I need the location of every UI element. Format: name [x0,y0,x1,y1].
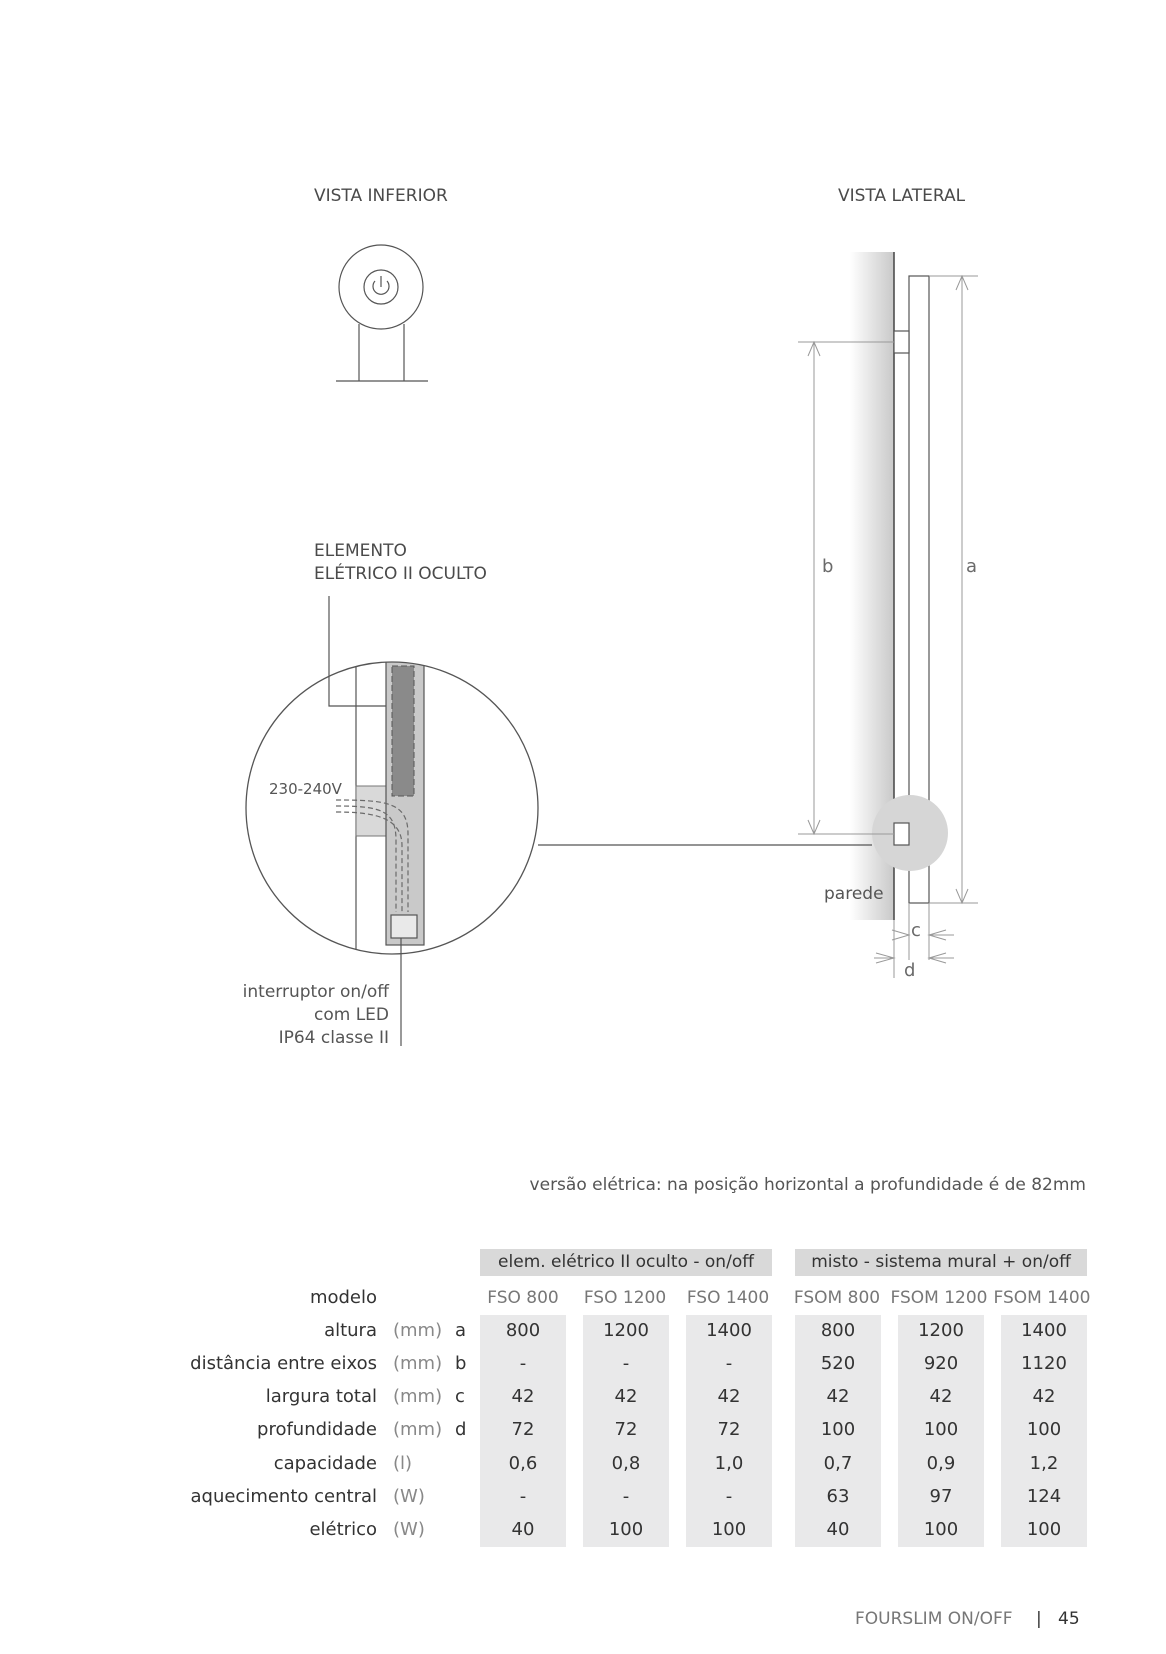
table-cell: 100 [1026,1419,1062,1440]
model-name: FSO 1200 [583,1288,667,1308]
row-unit: (l) [393,1453,413,1474]
table-cell: - [725,1353,733,1374]
row-unit: (mm) [393,1386,443,1407]
table-cell: 0,8 [611,1453,641,1474]
dimension-d-label: d [904,960,916,981]
row-unit: (W) [393,1486,425,1507]
table-cell: 40 [511,1519,535,1540]
table-cell: 72 [717,1419,741,1440]
footer-separator: | [1036,1609,1042,1629]
model-name: FSO 800 [487,1288,559,1308]
table-cell: 42 [826,1386,850,1407]
row-label: largura total [265,1386,377,1407]
side-view [798,252,978,978]
row-label: altura [324,1320,377,1341]
table-cell: 40 [826,1519,850,1540]
dimension-b-label: b [822,556,834,577]
table-cell: 97 [929,1486,953,1507]
table-cell: 0,9 [926,1453,956,1474]
model-name: FSOM 800 [793,1288,881,1308]
detail-view [246,596,872,1046]
element-label-line2: ELÉTRICO II OCULTO [314,564,487,584]
row-unit: (W) [393,1519,425,1540]
row-unit: (mm) [393,1419,443,1440]
table-cell: 100 [711,1519,747,1540]
model-name: FSOM 1400 [993,1288,1091,1308]
model-row-label: modelo [309,1287,377,1308]
table-cell: - [622,1486,630,1507]
row-unit: (mm) [393,1353,443,1374]
group-header-electric: elem. elétrico II oculto - on/off [480,1249,772,1276]
element-label-line1: ELEMENTO [314,541,407,561]
table-cell: 100 [1026,1519,1062,1540]
table-cell: 1200 [918,1320,964,1341]
table-cell: 124 [1026,1486,1062,1507]
table-cell: 1200 [603,1320,649,1341]
row-letter: d [455,1419,467,1440]
model-name: FSOM 1200 [890,1288,988,1308]
table-cell: - [519,1486,527,1507]
row-label: distância entre eixos [190,1353,377,1374]
switch-label-line2: com LED [313,1005,389,1025]
side-view-title: VISTA LATERAL [838,186,966,206]
dimension-a-label: a [966,556,978,577]
table-cell: 1400 [1021,1320,1067,1341]
voltage-label: 230-240V [269,780,342,798]
page-number: 45 [1058,1609,1080,1629]
bottom-view [336,245,428,381]
row-label: capacidade [273,1453,377,1474]
table-cell: - [519,1353,527,1374]
table-cell: 920 [923,1353,959,1374]
table-cell: 0,6 [508,1453,538,1474]
row-label: aquecimento central [190,1486,377,1507]
horizontal-depth-note: versão elétrica: na posição horizontal a profundidade é de 82mm [529,1175,1086,1195]
table-cell: 1400 [706,1320,752,1341]
table-cell: 42 [717,1386,741,1407]
table-cell: 1,2 [1029,1453,1059,1474]
table-cell: 42 [929,1386,953,1407]
table-cell: 1120 [1021,1353,1067,1374]
table-cell: 42 [511,1386,535,1407]
model-name: FSO 1400 [686,1288,770,1308]
table-cell: - [622,1353,630,1374]
table-cell: 100 [820,1419,856,1440]
table-cell: 520 [820,1353,856,1374]
table-cell: 800 [820,1320,856,1341]
table-cell: - [725,1486,733,1507]
footer-product-name: FOURSLIM ON/OFF [855,1609,1013,1629]
table-cell: 72 [614,1419,638,1440]
table-cell: 1,0 [714,1453,744,1474]
table-cell: 42 [1032,1386,1056,1407]
table-cell: 63 [826,1486,850,1507]
table-cell: 0,7 [823,1453,853,1474]
dimension-c-label: c [911,920,921,941]
switch-label-line1: interruptor on/off [242,982,389,1002]
table-cell: 42 [614,1386,638,1407]
row-letter: c [455,1386,465,1407]
table-cell: 100 [923,1519,959,1540]
row-label: elétrico [309,1519,377,1540]
switch-label-line3: IP64 classe II [278,1028,389,1048]
table-cell: 100 [608,1519,644,1540]
row-label: profundidade [257,1419,377,1440]
group-header-mixed: misto - sistema mural + on/off [795,1249,1087,1276]
row-unit: (mm) [393,1320,443,1341]
bottom-view-title: VISTA INFERIOR [314,186,448,206]
row-letter: a [455,1320,467,1341]
row-letter: b [455,1353,467,1374]
table-cell: 100 [923,1419,959,1440]
wall-label: parede [824,884,884,904]
table-cell: 72 [511,1419,535,1440]
table-cell: 800 [505,1320,541,1341]
